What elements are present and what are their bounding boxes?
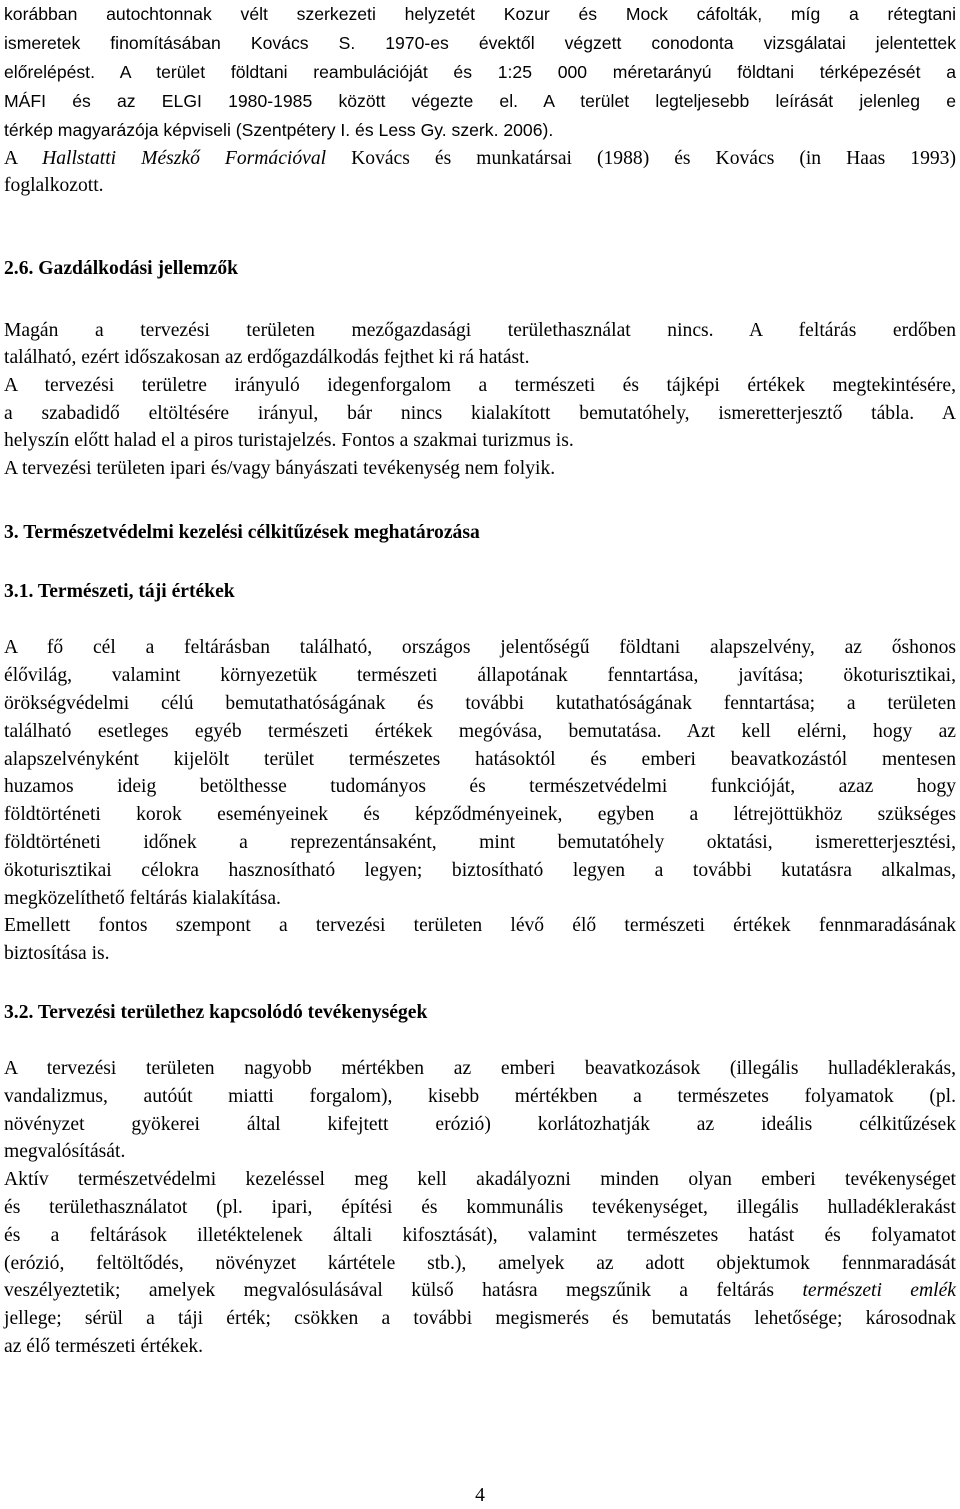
section-heading-3-2: 3.2. Tervezési területhez kapcsolódó tevékenységek	[4, 1002, 428, 1023]
body-line: (erózió, feltöltődés, növényzet kártétele stb.), amelyek az adott objektumok fennmaradását	[4, 1253, 956, 1274]
section-heading-2-6: 2.6. Gazdálkodási jellemzők	[4, 258, 239, 279]
body-line: ökoturisztikai célokra hasznosítható legyen; biztosítható legyen a további kutatásra alkalmas,	[4, 860, 956, 881]
body-line: huzamos ideig betölthesse tudományos és természetvédelmi funkcióját, azaz hogy	[4, 776, 956, 797]
body-line: található esetleges egyéb természeti értékek megóvása, bemutatása. Azt kell elérni, hogy az	[4, 721, 956, 742]
body-line: jellege; sérül a táji érték; csökken a további megismerés és bemutatás lehetősége; károsodnak	[4, 1308, 956, 1329]
body-line: A tervezési területen ipari és/vagy bányászati tevékenység nem folyik.	[4, 458, 556, 479]
body-line: található, ezért időszakosan az erdőgazdálkodás fejthet ki rá hatást.	[4, 347, 530, 368]
body-line: és a feltárások illetéktelenek általi kifosztását), valamint természetes hatást és folyamatot	[4, 1225, 956, 1246]
body-line: A tervezési területre irányuló idegenforgalom a természeti és tájképi értékek megtekintésére,	[4, 375, 956, 396]
body-line-mixed	[4, 1279, 956, 1303]
body-line: örökségvédelmi célú bemutathatóságának és további kutathatóságának fenntartása; a területen	[4, 693, 956, 714]
intro-line: korábban autochtonnak vélt szerkezeti helyzetét Kozur és Mock cáfolták, míg a rétegtani	[4, 4, 956, 24]
body-line: alapszelvényként kijelölt terület természetes hatásoktól és emberi beavatkozástól mentesen	[4, 749, 956, 770]
term-termeszeti-emlek: természeti emlék	[802, 1280, 956, 1301]
section-heading-3: 3. Természetvédelmi kezelési célkitűzések meghatározása	[4, 522, 480, 543]
body-line: és területhasználatot (pl. ipari, építési és kommunális tevékenységet, illegális hulladéklerakást	[4, 1197, 956, 1218]
hallstatt-prefix: A	[4, 148, 43, 169]
body-line: helyszín előtt halad el a piros turistajelzés. Fontos a szakmai turizmus is.	[4, 430, 574, 451]
body-line: vandalizmus, autóút miatti forgalom), kisebb mértékben a természetes folyamatok (pl.	[4, 1086, 956, 1107]
body-line: Aktív természetvédelmi kezeléssel meg kell akadályozni minden olyan emberi tevékenységet	[4, 1169, 956, 1190]
body-line: Emellett fontos szempont a tervezési területen lévő élő természeti értékek fennmaradásának	[4, 915, 956, 936]
intro-line: ismeretek finomításában Kovács S. 1970-es évektől végzett conodonta vizsgálatai jelentettek	[4, 33, 956, 53]
hallstatt-line-end: foglalkozott.	[4, 175, 104, 196]
intro-line: előrelépést. A terület földtani reambulációját és 1:25 000 méretarányú földtani térképezését a	[4, 62, 956, 82]
body-line: földtörténeti időnek a reprezentánsaként, mint bemutatóhely oktatási, ismeretterjesztési,	[4, 832, 956, 853]
body-line: biztosítása is.	[4, 943, 110, 964]
body-line: élővilág, valamint környezetük természeti állapotának fenntartása, javítása; ökoturisztikai,	[4, 665, 956, 686]
body-line-prefix: veszélyeztetik; amelyek megvalósulásával külső hatásra megszűnik a feltárás	[4, 1280, 803, 1301]
hallstatt-suffix: Kovács és munkatársai (1988) és Kovács (in Haas 1993)	[326, 148, 956, 169]
body-line: a szabadidő eltöltésére irányul, bár nincs kialakított bemutatóhely, ismeretterjesztő tábla. A	[4, 403, 956, 424]
body-line: növényzet gyökerei által kifejtett erózió) korlátozhatják az ideális célkitűzések	[4, 1114, 956, 1135]
intro-line: térkép magyarázója képviseli (Szentpétery I. és Less Gy. szerk. 2006).	[4, 120, 554, 140]
body-line: megvalósítását.	[4, 1141, 126, 1162]
body-line: A fő cél a feltárásban található, országos jelentőségű földtani alapszelvény, az őshonos	[4, 637, 956, 658]
body-line: földtörténeti korok eseményeinek és képződményeinek, egyben a létrejöttükhöz szükséges	[4, 804, 956, 825]
hallstatt-formation-name: Hallstatti Mészkő Formációval	[42, 148, 327, 169]
body-line: megközelíthető feltárás kialakítása.	[4, 888, 281, 909]
body-line: Magán a tervezési területen mezőgazdasági területhasználat nincs. A feltárás erdőben	[4, 320, 956, 341]
section-heading-3-1: 3.1. Természeti, táji értékek	[4, 581, 235, 602]
body-line: A tervezési területen nagyobb mértékben az emberi beavatkozások (illegális hulladéklerakás,	[4, 1058, 956, 1079]
body-line: az élő természeti értékek.	[4, 1336, 204, 1357]
hallstatt-line	[4, 147, 956, 171]
page-number: 4	[475, 1485, 485, 1506]
intro-line: MÁFI és az ELGI 1980-1985 között végezte el. A terület legteljesebb leírását jelenleg e	[4, 91, 956, 111]
